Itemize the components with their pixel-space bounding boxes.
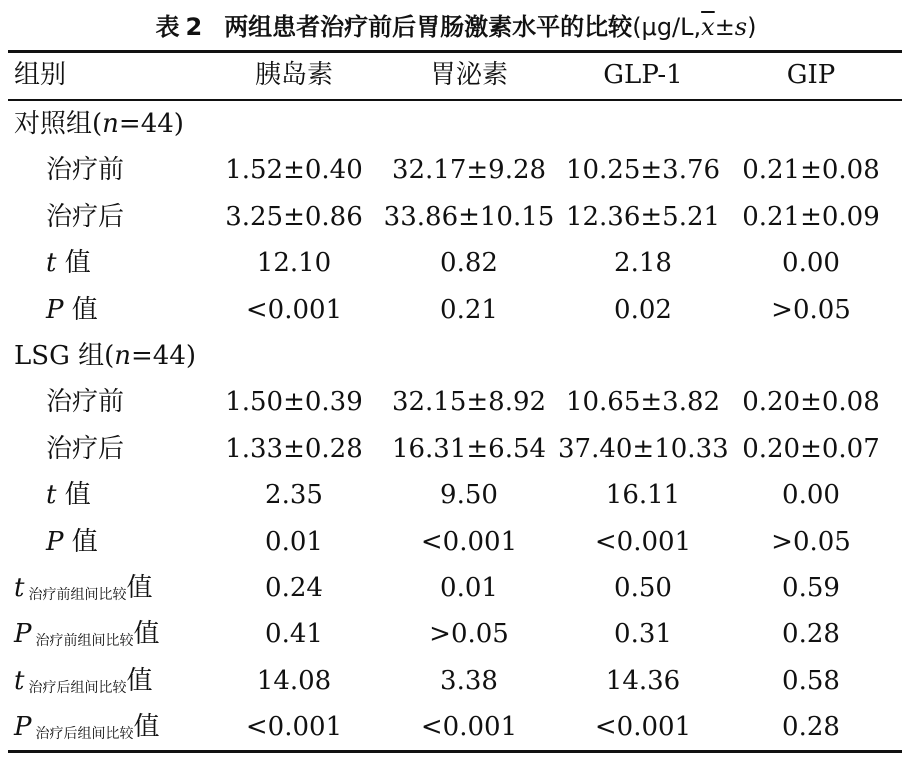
insulin-value: 1.33±0.28 bbox=[225, 433, 363, 464]
gastrin-value: <0.001 bbox=[420, 712, 518, 743]
sample-size-symbol: n bbox=[114, 341, 132, 371]
row-label bbox=[14, 379, 246, 425]
gastrin-value: 9.50 bbox=[440, 480, 498, 511]
glp1-value: <0.001 bbox=[594, 526, 692, 557]
row-label-text: 值 bbox=[56, 480, 91, 511]
header-glp1: GLP-1 bbox=[603, 60, 683, 90]
row-label-text: 值 bbox=[126, 573, 153, 603]
glp1-value: 10.25±3.76 bbox=[565, 155, 721, 186]
row-label bbox=[14, 333, 214, 379]
gip-value: 0.21±0.09 bbox=[742, 201, 880, 232]
statistic-symbol: t bbox=[46, 248, 57, 279]
insulin-value: 12.10 bbox=[256, 248, 332, 279]
gastrin-value: 32.17±9.28 bbox=[391, 155, 547, 186]
insulin-value: 14.08 bbox=[256, 665, 332, 696]
table-row bbox=[8, 287, 902, 333]
table-title bbox=[0, 10, 912, 44]
insulin-value: 0.41 bbox=[265, 619, 323, 650]
header-gip: GIP bbox=[786, 60, 836, 90]
row-label bbox=[14, 101, 214, 147]
glp1-value: 0.02 bbox=[614, 294, 672, 325]
row-label-text: 治疗前 bbox=[46, 155, 125, 186]
row-label-text: 治疗前 bbox=[46, 387, 125, 418]
table-row bbox=[8, 565, 902, 611]
table-caption: 两组患者治疗前后胃肠激素水平的比较 bbox=[224, 13, 633, 41]
table-row bbox=[8, 147, 902, 193]
gip-value: >0.05 bbox=[771, 526, 851, 557]
insulin-value: 1.50±0.39 bbox=[225, 387, 363, 418]
statistic-symbol: t bbox=[14, 665, 25, 696]
gastrin-value: 16.31±6.54 bbox=[391, 433, 547, 464]
glp1-value: <0.001 bbox=[594, 712, 692, 743]
row-label bbox=[14, 519, 246, 565]
statistic-subscript: 治疗后组间比较 bbox=[35, 726, 134, 743]
gastrin-value: 0.82 bbox=[440, 248, 498, 279]
table-row bbox=[8, 658, 902, 704]
row-label bbox=[14, 287, 246, 333]
table-header bbox=[8, 52, 902, 98]
glp1-value: 16.11 bbox=[605, 480, 681, 511]
unit-label bbox=[632, 13, 756, 41]
gip-value: 0.21±0.08 bbox=[742, 155, 880, 186]
glp1-value: 0.50 bbox=[614, 573, 672, 603]
statistic-symbol: t bbox=[14, 573, 25, 603]
group-row bbox=[8, 333, 902, 379]
row-label-text: 值 bbox=[63, 526, 98, 557]
insulin-value: <0.001 bbox=[245, 294, 343, 325]
insulin-value: 0.01 bbox=[265, 526, 323, 557]
row-label bbox=[14, 147, 246, 193]
table-row bbox=[8, 194, 902, 240]
gastrin-value: 33.86±10.15 bbox=[383, 201, 555, 232]
statistic-symbol: P bbox=[14, 619, 32, 650]
sample-size: =44) bbox=[118, 109, 184, 139]
statistic-symbol: t bbox=[46, 480, 57, 511]
gip-value: 0.59 bbox=[782, 573, 840, 603]
sample-size: =44) bbox=[131, 341, 197, 371]
row-label bbox=[14, 240, 246, 286]
statistic-subscript: 治疗前组间比较 bbox=[28, 587, 127, 603]
row-label bbox=[14, 611, 214, 664]
gip-value: 0.58 bbox=[782, 665, 840, 696]
gip-value: 0.00 bbox=[782, 480, 840, 511]
gip-value: 0.20±0.08 bbox=[742, 387, 880, 418]
glp1-value: 37.40±10.33 bbox=[558, 433, 729, 464]
glp1-value: 2.18 bbox=[614, 248, 672, 279]
insulin-value: 2.35 bbox=[265, 480, 323, 511]
row-label-text: 值 bbox=[63, 294, 98, 325]
statistic-symbol: P bbox=[46, 294, 64, 325]
gastrin-value: 0.01 bbox=[440, 573, 498, 603]
insulin-value: <0.001 bbox=[245, 712, 343, 743]
row-label bbox=[14, 565, 214, 618]
table-row bbox=[8, 611, 902, 657]
table-label: 表 bbox=[155, 13, 180, 41]
gastrin-value: 0.21 bbox=[440, 294, 498, 325]
sample-size-symbol: n bbox=[102, 109, 119, 139]
statistic-symbol: P bbox=[46, 526, 64, 557]
unit-close: ) bbox=[747, 13, 757, 41]
gip-value: 0.28 bbox=[782, 619, 840, 650]
glp1-value: 0.31 bbox=[614, 619, 672, 650]
gip-value: 0.00 bbox=[782, 248, 840, 279]
row-label bbox=[14, 426, 246, 472]
table-row bbox=[8, 472, 902, 518]
row-label-text: 治疗后 bbox=[46, 201, 125, 232]
gastrin-value: >0.05 bbox=[429, 619, 509, 650]
unit-mean-symbol: $\overline{x}$ bbox=[701, 13, 715, 41]
table-row bbox=[8, 379, 902, 425]
row-label-text: 值 bbox=[133, 712, 160, 743]
insulin-value: 0.24 bbox=[265, 573, 323, 603]
gastrin-value: <0.001 bbox=[420, 526, 518, 557]
insulin-value: 3.25±0.86 bbox=[225, 201, 363, 232]
insulin-value: 1.52±0.40 bbox=[225, 155, 363, 186]
gastrin-value: 32.15±8.92 bbox=[391, 387, 547, 418]
gip-value: >0.05 bbox=[771, 294, 851, 325]
glp1-value: 14.36 bbox=[605, 665, 681, 696]
row-label bbox=[14, 658, 214, 711]
table-row bbox=[8, 519, 902, 565]
row-label-text: 值 bbox=[56, 248, 91, 279]
statistic-symbol: P bbox=[14, 712, 32, 743]
table-row bbox=[8, 240, 902, 286]
group-name: LSG 组( bbox=[14, 341, 115, 371]
table-row bbox=[8, 704, 902, 750]
glp1-value: 10.65±3.82 bbox=[565, 387, 721, 418]
header-group: 组别 bbox=[14, 60, 67, 90]
gip-value: 0.20±0.07 bbox=[742, 433, 880, 464]
row-label-text: 值 bbox=[133, 619, 160, 650]
group-name: 对照组( bbox=[14, 109, 103, 139]
statistic-subscript: 治疗后组间比较 bbox=[28, 679, 127, 696]
row-label-text: 值 bbox=[126, 665, 153, 696]
statistic-subscript: 治疗前组间比较 bbox=[35, 633, 134, 650]
table-number: 2 bbox=[185, 13, 203, 41]
header-gastrin: 胃泌素 bbox=[429, 60, 508, 90]
table-row bbox=[8, 426, 902, 472]
header-insulin: 胰岛素 bbox=[254, 60, 333, 90]
group-row bbox=[8, 101, 902, 147]
unit-sd-symbol: ±s bbox=[714, 13, 748, 41]
gastrin-value: 3.38 bbox=[440, 665, 498, 696]
unit-open: (μg/L, bbox=[632, 13, 702, 41]
row-label-text: 治疗后 bbox=[46, 433, 125, 464]
row-label bbox=[14, 194, 246, 240]
gip-value: 0.28 bbox=[782, 712, 840, 743]
bottom-rule bbox=[8, 750, 902, 753]
glp1-value: 12.36±5.21 bbox=[565, 201, 721, 232]
row-label bbox=[14, 472, 246, 518]
